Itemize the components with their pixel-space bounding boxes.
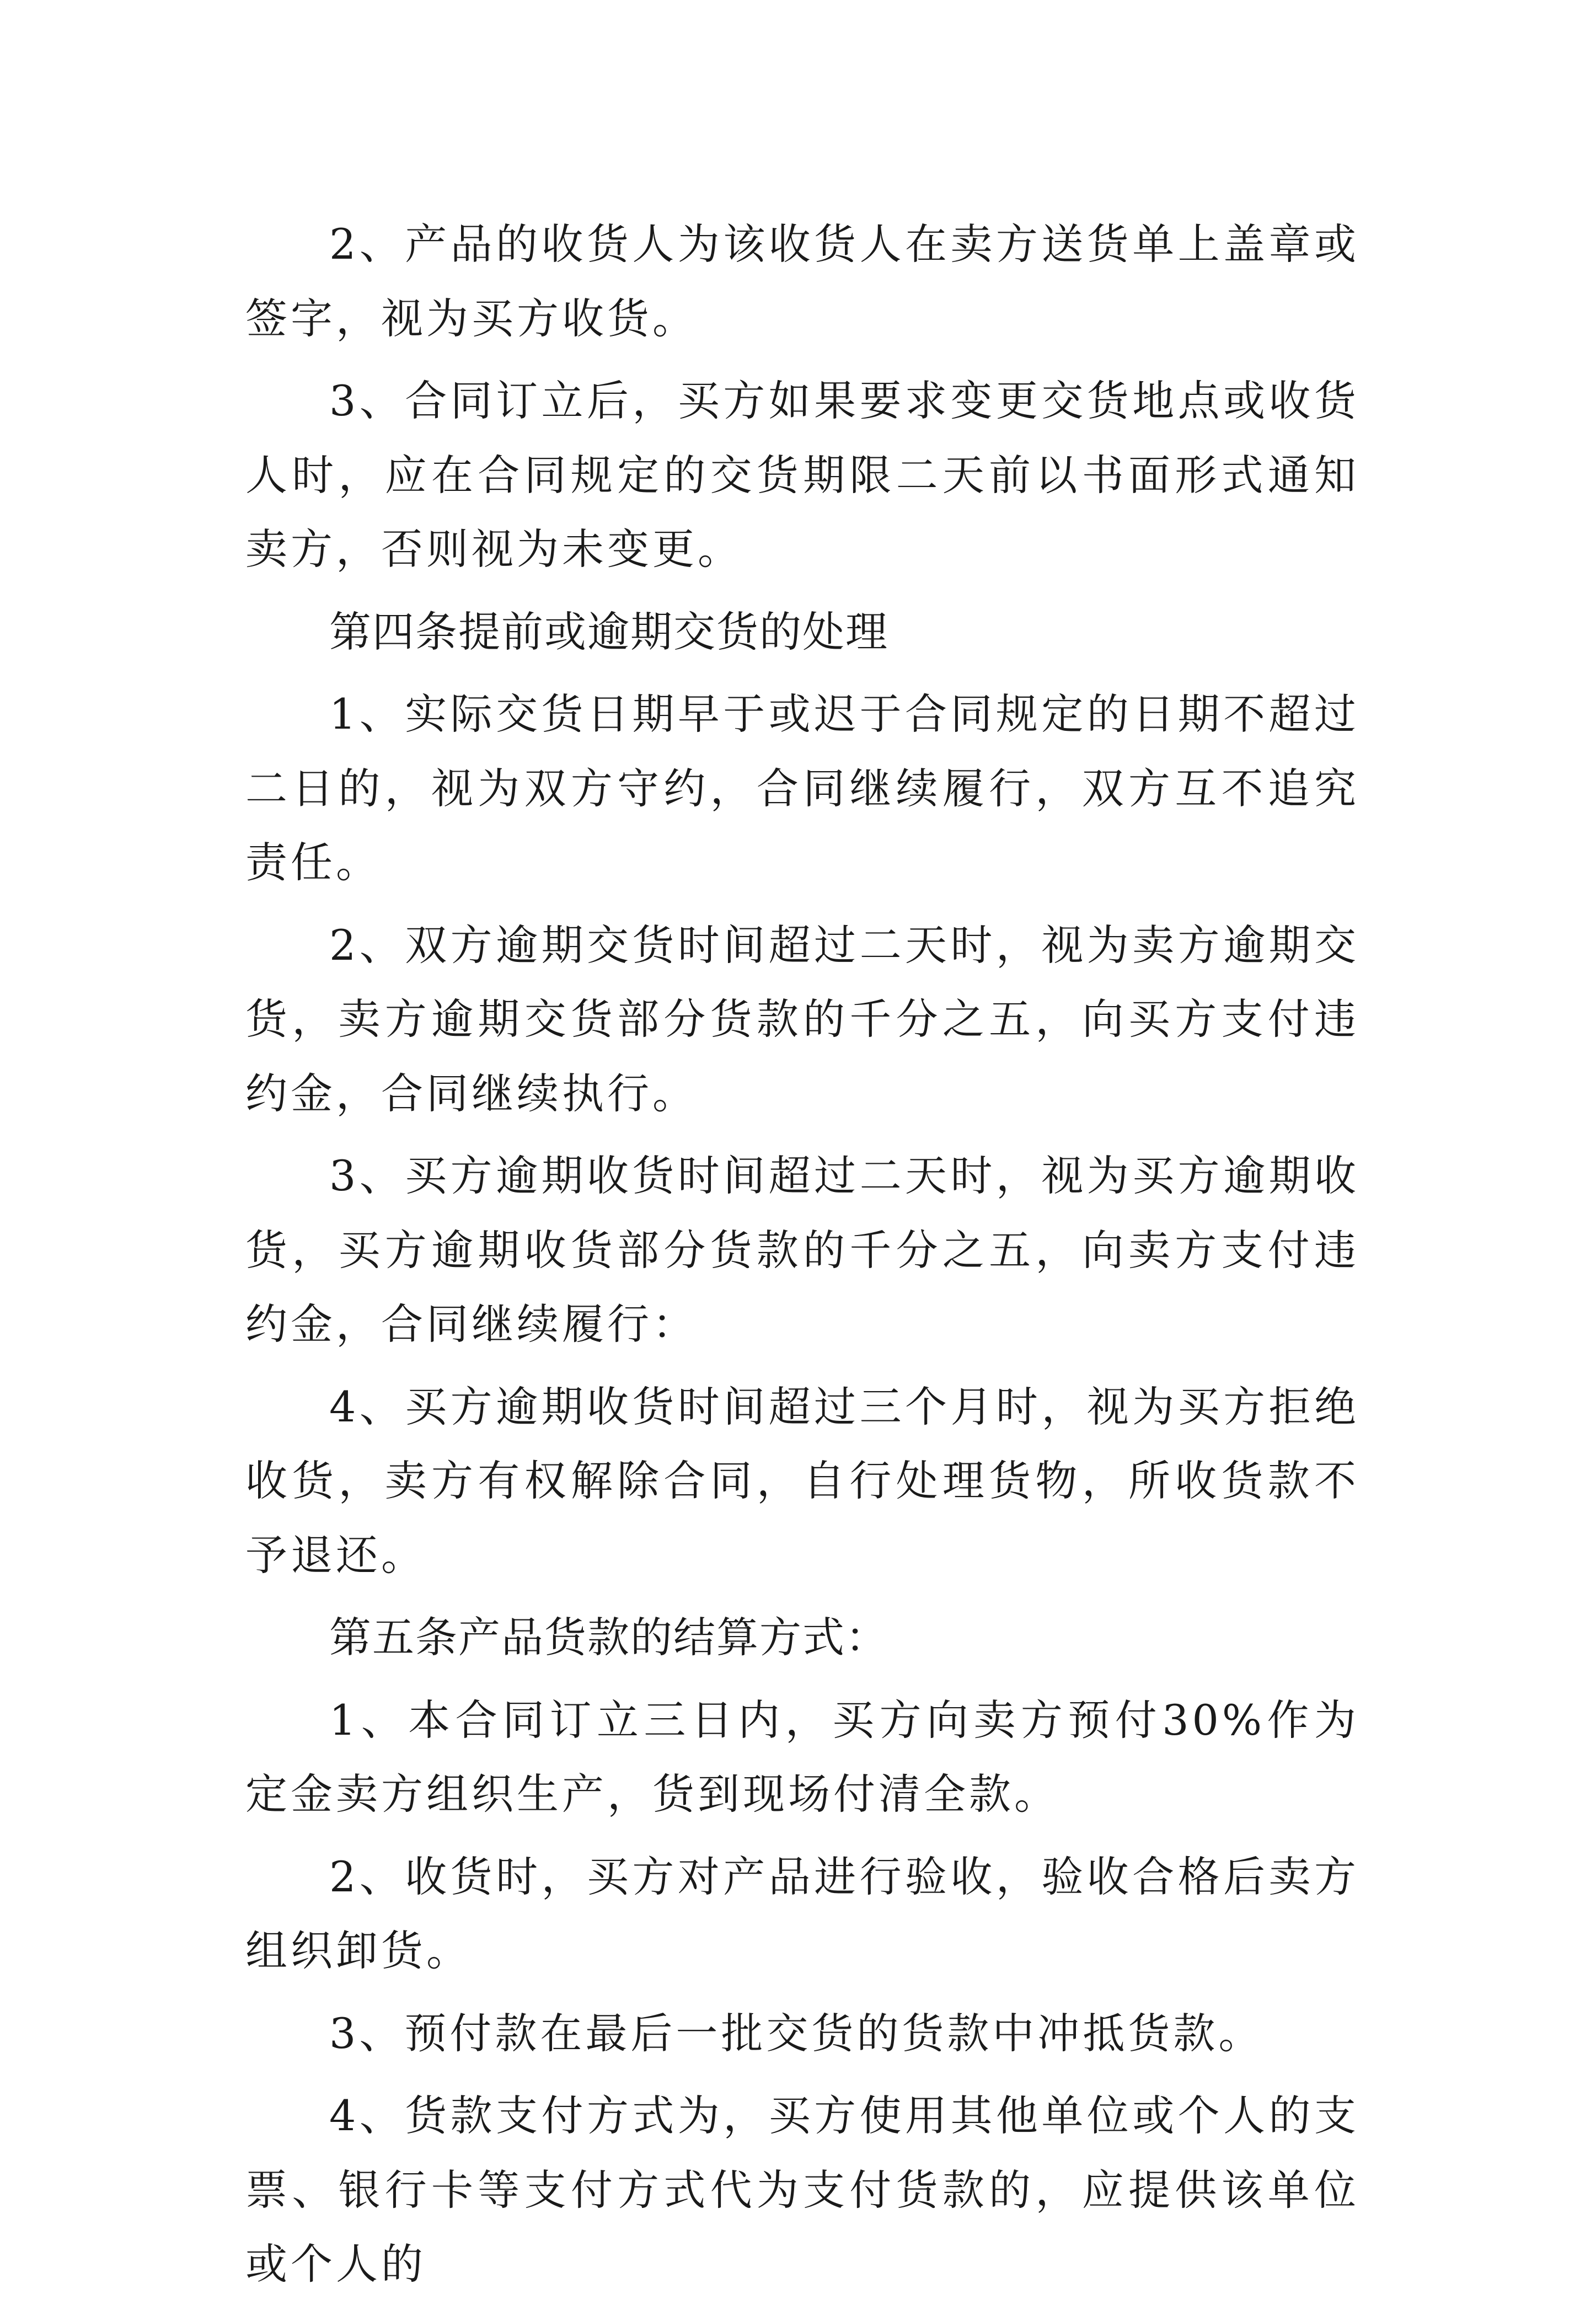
section-heading-article-5: 第五条产品货款的结算方式：	[329, 1613, 888, 1662]
paragraph-5-4-payment-method: 4、货款支付方式为，买方使用其他单位或个人的支票、银行卡等支付方式代为支付货款的，应提供该单位或个人的	[245, 2091, 1359, 2289]
paragraph-4-1-delivery-window: 1、实际交货日期早于或迟于合同规定的日期不超过二日的，视为双方守约，合同继续履行，双方互不追究责任。	[245, 689, 1359, 887]
paragraph-4-4-buyer-refusal: 4、买方逾期收货时间超过三个月时，视为买方拒绝收货，卖方有权解除合同，自行处理货物，所收货款不予退还。	[245, 1382, 1359, 1580]
paragraph-4-2-seller-late: 2、双方逾期交货时间超过二天时，视为卖方逾期交货，卖方逾期交货部分货款的千分之五，向买方支付违约金，合同继续执行。	[245, 920, 1359, 1118]
paragraph-4-3-buyer-late: 3、买方逾期收货时间超过二天时，视为买方逾期收货，买方逾期收货部分货款的千分之五，向卖方支付违约金，合同继续履行：	[245, 1151, 1359, 1349]
document-page	[245, 207, 1359, 2310]
paragraph-2-consignee: 2、产品的收货人为该收货人在卖方送货单上盖章或签字，视为买方收货。	[245, 220, 1359, 343]
paragraph-5-1-deposit: 1、本合同订立三日内，买方向卖方预付30%作为定金卖方组织生产，货到现场付清全款。	[245, 1695, 1359, 1819]
section-heading-article-4: 第四条提前或逾期交货的处理	[329, 607, 888, 656]
paragraph-3-change-delivery: 3、合同订立后，买方如果要求变更交货地点或收货人时，应在合同规定的交货期限二天前以书面形式通知卖方，否则视为未变更。	[245, 376, 1359, 574]
paragraph-5-2-inspection: 2、收货时，买方对产品进行验收，验收合格后卖方组织卸货。	[245, 1852, 1359, 1976]
paragraph-5-3-prepayment: 3、预付款在最后一批交货的货款中冲抵货款。	[329, 2008, 1264, 2058]
